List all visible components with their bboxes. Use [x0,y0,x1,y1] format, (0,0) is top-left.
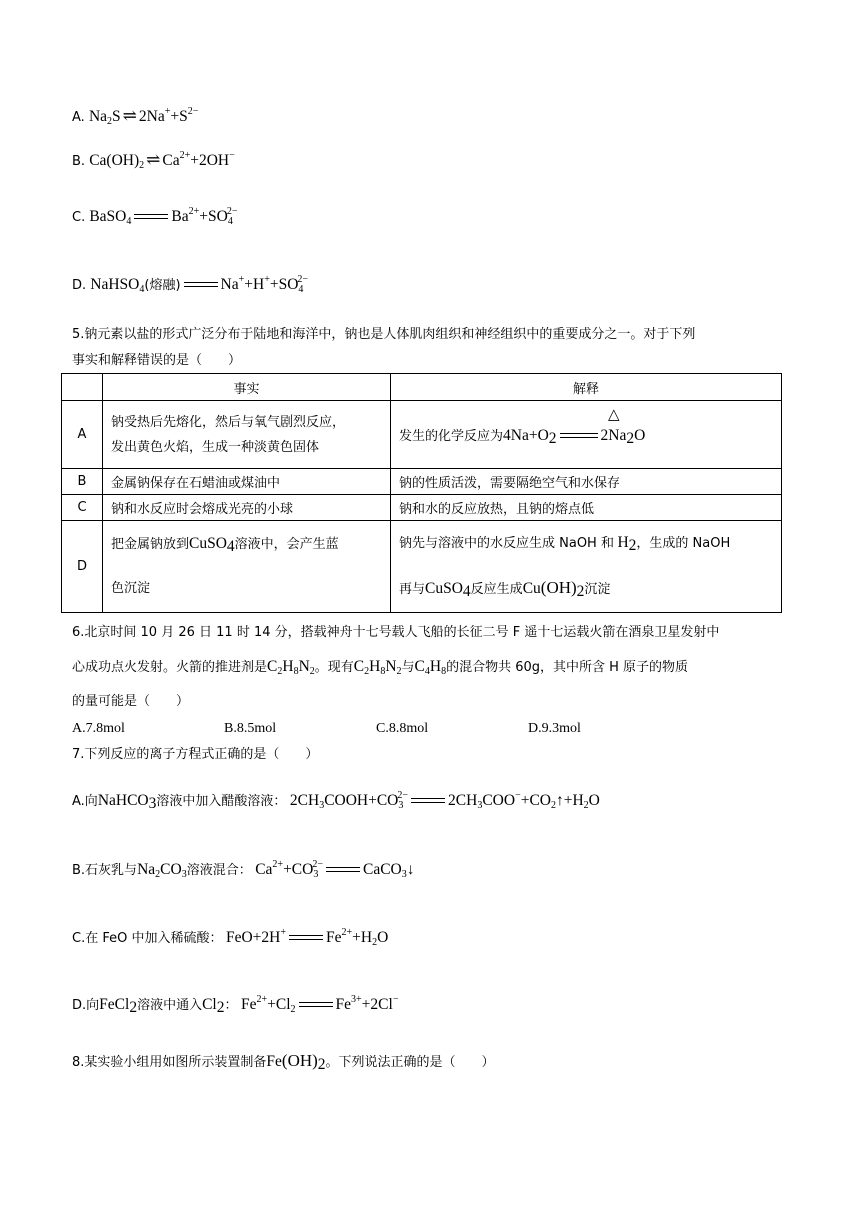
row-explain: 钠先与溶液中的水反应生成 NaOH 和 $H_2$，生成的 NaOH 再与CuSO$_4$反应生成$Cu(OH)_2$沉淀 [391,521,782,613]
header-fact: 事实 [103,374,391,401]
q6-option-c[interactable]: C.8.8mol [376,721,429,736]
reversible-arrow-icon: ⇌ [146,150,161,169]
q4-option-d[interactable]: D. NaHSO$_4$(熔融) $Na^++H^++SO_4^{2-}$ [72,274,309,295]
row-fact: 把金属钠放到CuSO$_4$溶液中，会产生蓝 色沉淀 [103,521,391,613]
q6-stem-line1: 6.北京时间 10 月 26 日 11 时 14 分，搭载神舟十七号载人飞船的长征二号 F 遥十七运载火箭在酒泉卫星发射中 [72,625,720,640]
row-fact: 钠受热后先熔化，然后与氧气剧烈反应， 发出黄色火焰，生成一种淡黄色固体 [103,401,391,469]
q4-option-a[interactable]: A. $Na_2S$ ⇌ $2Na^++S^{2-}$ [72,106,199,127]
table-row: B 金属钠保存在石蜡油或煤油中 钠的性质活泼，需要隔绝空气和水保存 [62,469,782,495]
equals-arrow-icon [560,432,598,440]
q5-table [61,373,782,613]
q5-stem-line1: 5.钠元素以盐的形式广泛分布于陆地和海洋中，钠也是人体肌肉组织和神经组织中的重要成分之一。对于下列 [72,327,696,342]
q4-option-b[interactable]: B. $Ca(OH)_2$ ⇌ $Ca^{2+}+2OH^-$ [72,150,235,171]
equals-arrow-icon [326,866,360,874]
q7-option-c[interactable]: C.在 FeO 中加入稀硫酸： FeO+2H+ $Fe^{2+}+H_2O$ [72,927,389,948]
q7-option-b[interactable]: B.石灰乳与$Na_2CO_3$溶液混合： $Ca^{2+}+CO_3^{2-}$ CaCO$_3$↓ [72,859,415,880]
q6-stem-line3: 的量可能是（ ） [72,694,190,709]
q6-option-b[interactable]: B.8.5mol [224,721,277,736]
q6-stem-line2: 心成功点火发射。火箭的推进剂是$C_2H_8N_2$。现有$C_2H_8N_2$与$C_4H_8$的混合物共 60g，其中所含 H 原子的物质 [72,658,689,677]
equals-arrow-icon [184,281,218,289]
q7-option-d[interactable]: D.向FeCl$_2$溶液中通入$Cl_2$： $Fe^{2+}+Cl_2$ $Fe^{3+}+2Cl^-$ [72,994,399,1016]
q8-stem: 8.某实验小组用如图所示装置制备$Fe(OH)_2$。下列说法正确的是（ ） [72,1051,495,1073]
q6-option-a[interactable]: A.7.8mol [72,721,125,736]
table-row [62,401,782,469]
q7-option-a[interactable]: A.向NaHCO$_3$溶液中加入醋酸溶液： $2CH_3COOH+CO_3^{2-}$ $2CH_3COO^-+CO_2↑+H_2O$ [72,790,600,812]
table-row: D 把金属钠放到CuSO$_4$溶液中，会产生蓝 色沉淀 钠先与溶液中的水反应生成 NaOH 和 $H_2$，生成的 NaOH 再与CuSO$_4$反应生成$Cu(OH)_2$沉淀 [62,521,782,613]
row-key: A [62,401,103,469]
equals-arrow-icon [134,213,168,221]
row-explain: 发生的化学反应为$4Na+O_2$ $2Na_2O$ △ [391,401,782,469]
q6-option-d[interactable]: D.9.3mol [528,721,581,736]
q6-options [72,719,680,739]
q4-option-c[interactable]: C. BaSO$_4$ $Ba^{2+}+SO_4^{2-}$ [72,206,238,227]
equals-arrow-icon [289,934,323,942]
table-header-row [62,374,782,401]
equals-arrow-icon [411,797,445,805]
reversible-arrow-icon: ⇌ [122,106,137,125]
q7-stem: 7.下列反应的离子方程式正确的是（ ） [72,747,319,762]
header-explain: 解释 [391,374,782,401]
table-row: C 钠和水反应时会熔成光亮的小球 钠和水的反应放热，且钠的熔点低 [62,495,782,521]
heating-condition-icon: △ [608,407,620,423]
q5-stem-line2: 事实和解释错误的是（ ） [72,353,242,368]
equals-arrow-icon [299,1001,333,1009]
